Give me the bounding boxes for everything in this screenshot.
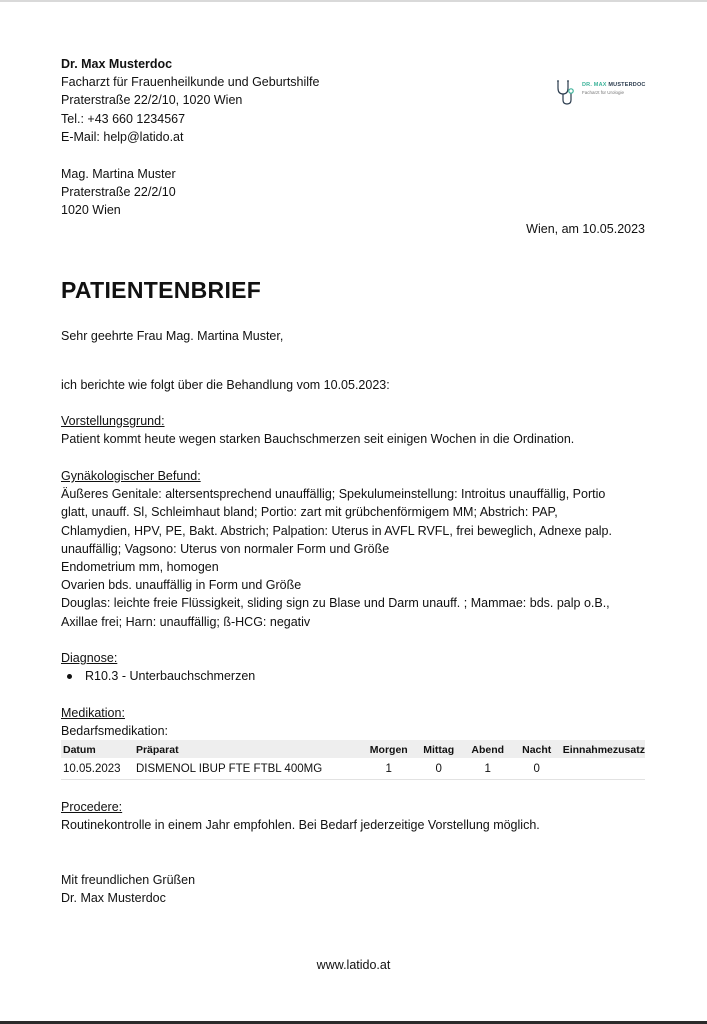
logo-name <box>582 82 646 89</box>
section-vorstellungsgrund <box>61 412 645 448</box>
col-datum: Datum <box>61 740 134 758</box>
section-diagnose <box>61 649 645 685</box>
cell-nacht: 0 <box>511 758 561 780</box>
befund-line: Äußeres Genitale: altersentsprechend unauffällig; Spekulumeinstellung: Introitus unauffällig, Portio <box>61 487 606 502</box>
sender-name: Dr. Max Musterdoc <box>61 57 173 71</box>
befund-line: glatt, unauff. Sl, Schleimhaut bland; Portio: zart mit grübchenförmigem MM; Abstrich: PAP, <box>61 505 558 520</box>
bullet-icon <box>67 674 72 679</box>
medikation-heading: Medikation: <box>61 706 125 720</box>
cell-mittag: 0 <box>413 758 463 780</box>
logo-text <box>582 82 646 96</box>
befund-line: Ovarien bds. unauffällig in Form und Größe <box>61 578 302 593</box>
cell-einnahmezusatz <box>561 758 645 780</box>
befund-line: Endometrium mm, homogen <box>61 560 219 575</box>
procedere-text: Routinekontrolle in einem Jahr empfohlen. Bei Bedarf jederzeitige Vorstellung möglich. <box>61 818 540 833</box>
logo-name-accent: DR. MAX <box>582 82 607 88</box>
diagnose-item-text: R10.3 - Unterbauchschmerzen <box>85 669 256 684</box>
practice-logo <box>554 79 654 107</box>
diagnose-heading: Diagnose: <box>61 651 118 665</box>
medication-table <box>61 740 645 780</box>
medikation-subheading: Bedarfsmedikation: <box>61 724 169 739</box>
befund-line: Axillae frei; Harn: unauffällig; ß-HCG: negativ <box>61 614 311 629</box>
col-abend: Abend <box>463 740 511 758</box>
footer-url: www.latido.at <box>316 958 391 972</box>
befund-line: Douglas: leichte freie Flüssigkeit, sliding sign zu Blase und Darm unauff. ; Mammae: bds. palp o.B., <box>61 596 610 611</box>
sender-phone: Tel.: +43 660 1234567 <box>61 111 186 126</box>
sender-specialty: Facharzt für Frauenheilkunde und Geburtshilfe <box>61 75 320 90</box>
sender-block <box>61 55 319 146</box>
letter-date: Wien, am 10.05.2023 <box>526 222 645 236</box>
befund-line: unauffällig; Vagsono: Uterus von normaler Form und Größe <box>61 541 390 556</box>
recipient-block <box>61 165 176 220</box>
cell-datum: 10.05.2023 <box>61 758 134 780</box>
salutation: Sehr geehrte Frau Mag. Martina Muster, <box>61 329 284 343</box>
section-procedere <box>61 798 645 834</box>
intro-text: ich berichte wie folgt über die Behandlung vom 10.05.2023: <box>61 378 390 392</box>
page-top-border <box>0 0 707 2</box>
recipient-street: Praterstraße 22/2/10 <box>61 185 176 200</box>
cell-morgen: 1 <box>363 758 413 780</box>
procedere-heading: Procedere: <box>61 800 123 814</box>
recipient-name: Mag. Martina Muster <box>61 167 176 181</box>
logo-name-rest: MUSTERDOC <box>608 82 646 88</box>
col-praeparat: Präparat <box>134 740 363 758</box>
col-morgen: Morgen <box>363 740 413 758</box>
col-mittag: Mittag <box>413 740 463 758</box>
section-befund <box>61 467 645 631</box>
sender-email: E-Mail: help@latido.at <box>61 129 184 144</box>
befund-heading: Gynäkologischer Befund: <box>61 469 201 483</box>
cell-praeparat: DISMENOL IBUP FTE FTBL 400MG <box>134 758 363 780</box>
stethoscope-icon <box>554 79 578 107</box>
closing-signature: Dr. Max Musterdoc <box>61 891 166 906</box>
section-medikation <box>61 704 645 780</box>
letter-title: PATIENTENBRIEF <box>61 277 262 303</box>
vorstellungsgrund-text: Patient kommt heute wegen starken Bauchschmerzen seit einigen Wochen in die Ordination. <box>61 432 575 447</box>
table-row <box>61 758 645 780</box>
cell-abend: 1 <box>463 758 511 780</box>
sender-address: Praterstraße 22/2/10, 1020 Wien <box>61 93 243 108</box>
vorstellungsgrund-heading: Vorstellungsgrund: <box>61 414 165 428</box>
closing-block <box>61 871 645 907</box>
diagnose-item <box>61 667 645 685</box>
closing-greeting: Mit freundlichen Grüßen <box>61 873 196 887</box>
recipient-city: 1020 Wien <box>61 203 121 218</box>
col-einnahmezusatz: Einnahmezusatz <box>561 740 645 758</box>
logo-subtitle: Facharzt für Urologie <box>582 90 625 95</box>
befund-line: Chlamydien, HPV, PE, Bakt. Abstrich; Palpation: Uterus in AVFL RVFL, frei beweglich, Adnexe palp. <box>61 523 612 538</box>
col-nacht: Nacht <box>511 740 561 758</box>
table-header-row <box>61 740 645 758</box>
